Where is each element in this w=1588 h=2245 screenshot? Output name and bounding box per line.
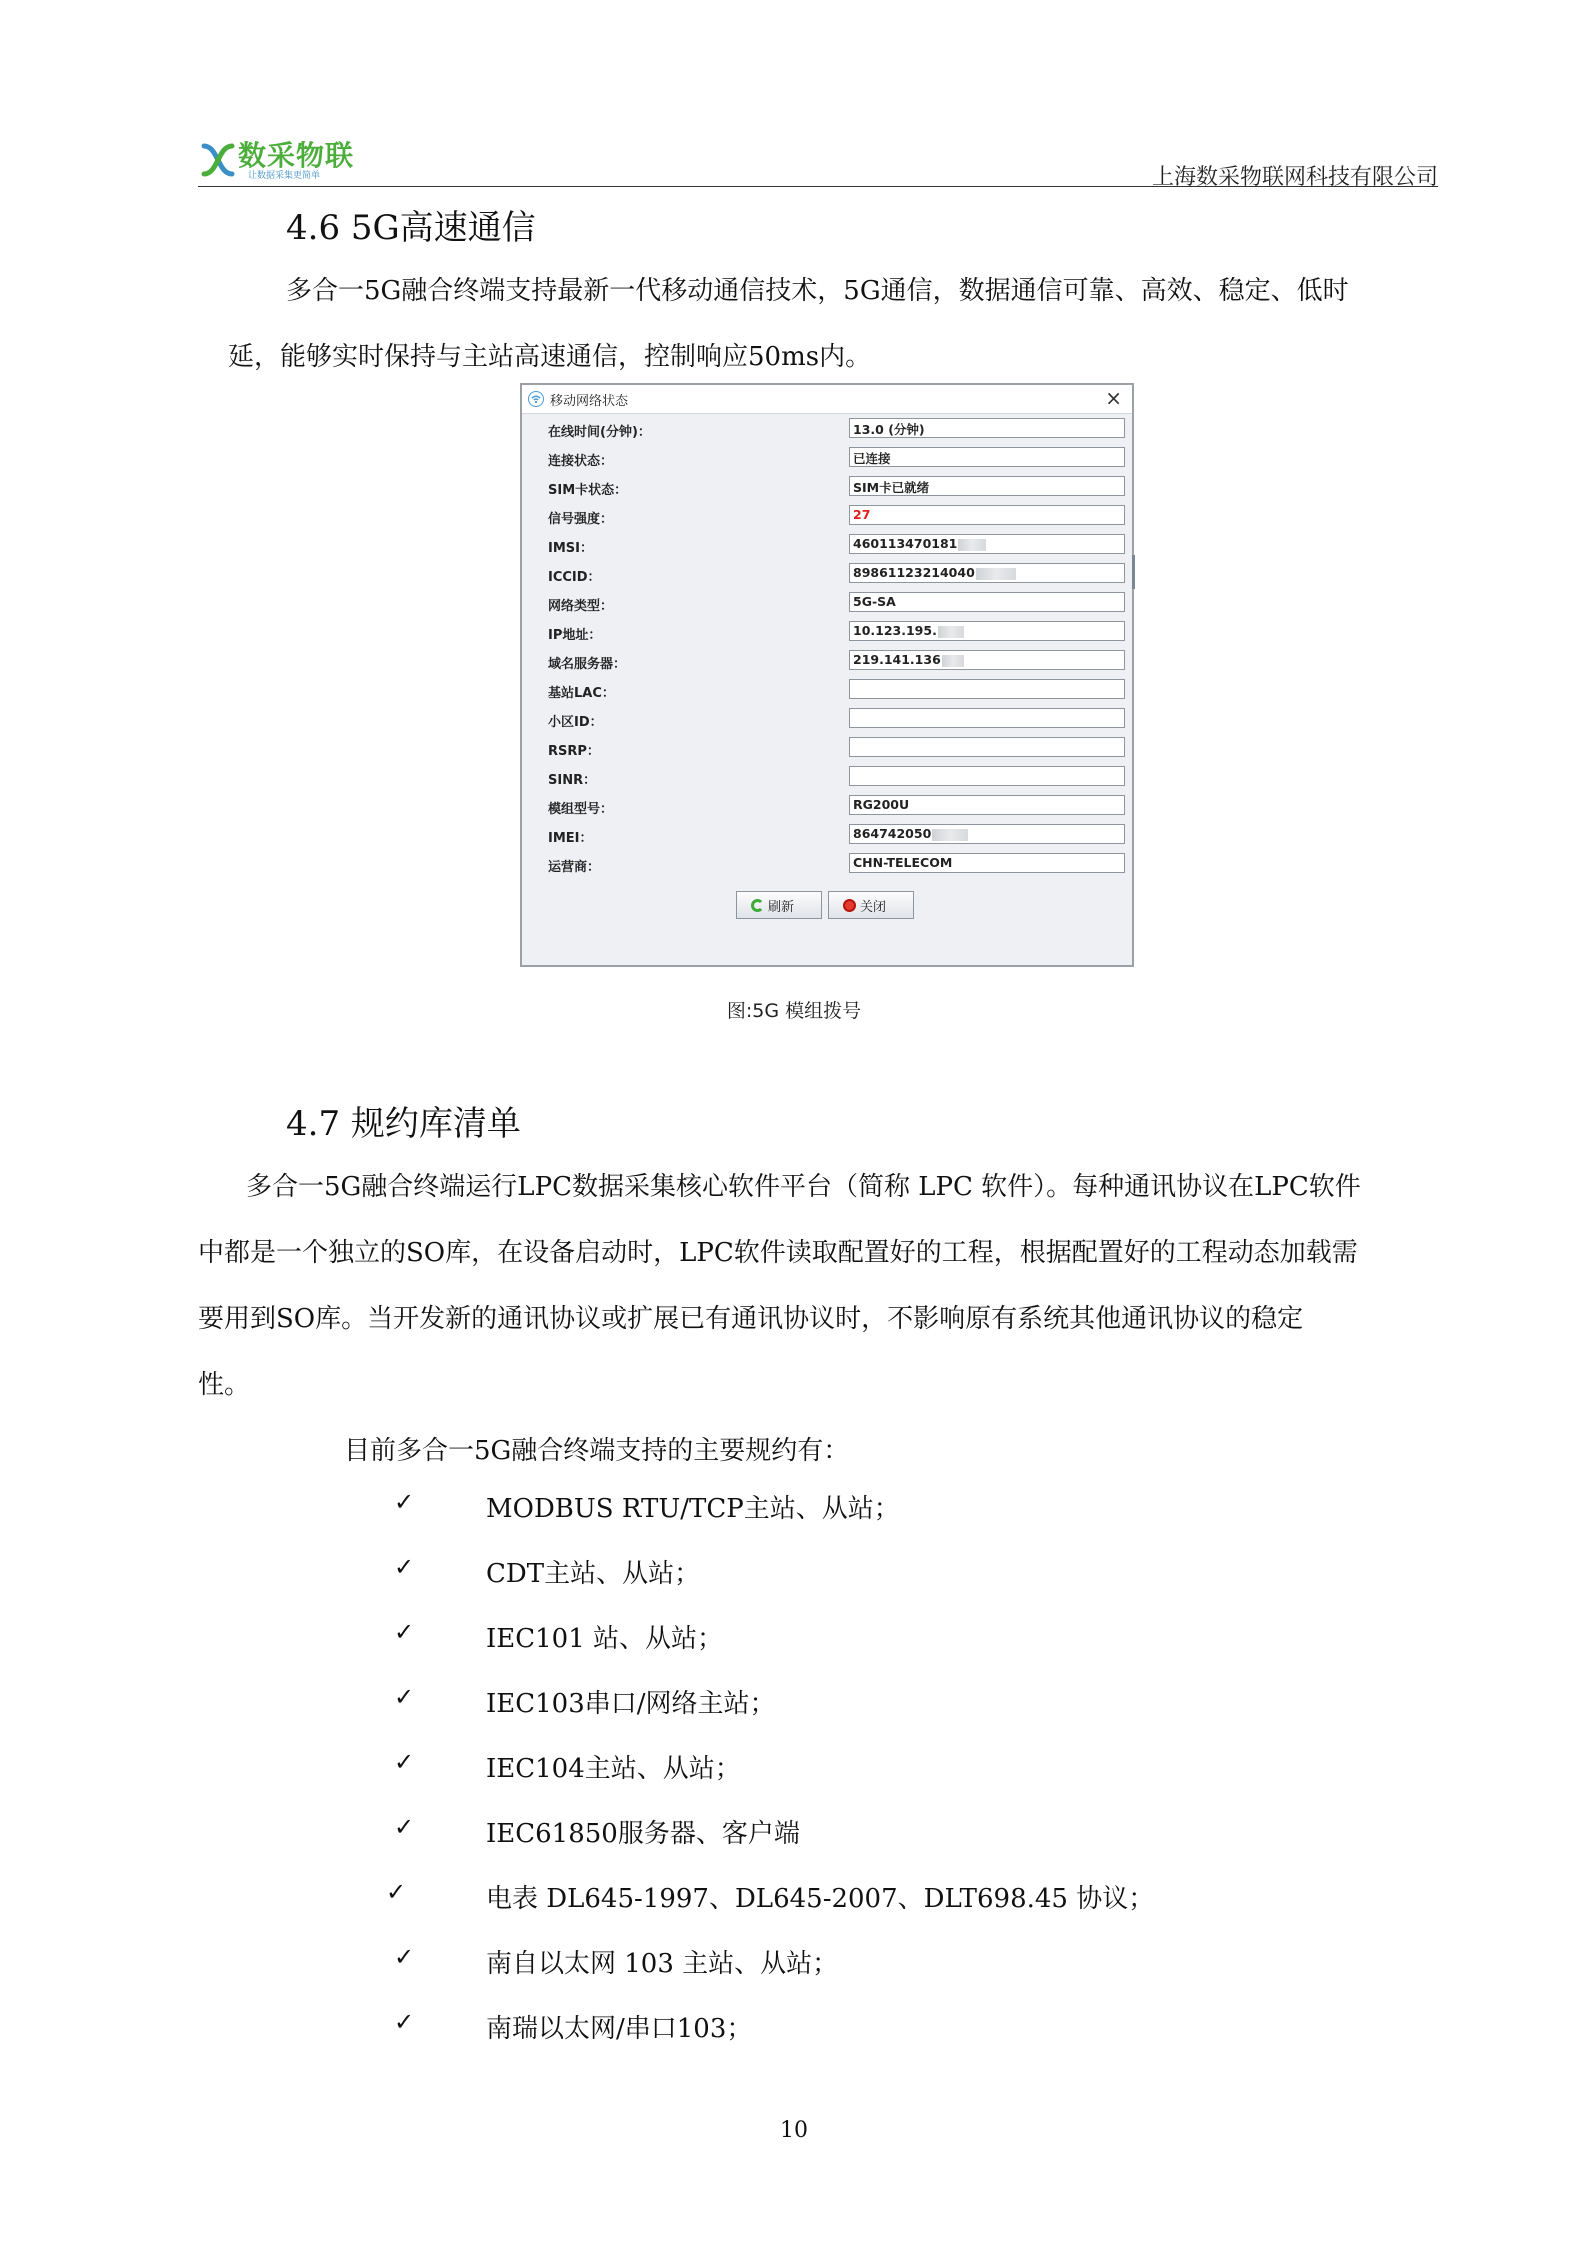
online-time-label: 在线时间(分钟)： — [548, 425, 651, 440]
page-number: 10 — [780, 2118, 808, 2143]
protocol-item: 南瑞以太网/串口103； — [486, 2014, 753, 2044]
iccid-field[interactable] — [849, 563, 1125, 583]
protocol-item: 南自以太网 103 主站、从站； — [486, 1949, 839, 1979]
logo-text: 数采物联 — [238, 139, 355, 172]
redaction-blur — [942, 655, 964, 667]
row-imei — [546, 821, 1118, 850]
row-dns-server — [546, 647, 1118, 676]
ip-address-value: 10.123.195. — [853, 623, 937, 638]
carrier-label: 运营商： — [548, 860, 601, 875]
sim-status-label: SIM卡状态： — [548, 483, 628, 498]
row-ip-address — [546, 618, 1118, 647]
window-edge-marker — [1132, 555, 1135, 589]
redaction-blur — [932, 829, 968, 841]
section-46-para-line1: 多合一5G融合终端支持最新一代移动通信技术，5G通信，数据通信可靠、高效、稳定、低时 — [286, 276, 1349, 306]
sinr-field[interactable] — [849, 766, 1125, 786]
network-type-label: 网络类型： — [548, 599, 614, 614]
refresh-button[interactable] — [736, 891, 822, 919]
section-47-heading: 4.7 规约库清单 — [286, 1104, 521, 1144]
protocol-item: IEC61850服务器、客户端 — [486, 1819, 800, 1849]
checkmark-icon: ✓ — [394, 1943, 415, 1971]
header-divider — [198, 186, 1438, 187]
connection-status-field[interactable]: 已连接 — [849, 447, 1125, 467]
section-46-heading: 4.6 5G高速通信 — [286, 208, 536, 248]
protocol-item: IEC103串口/网络主站； — [486, 1689, 776, 1719]
redaction-blur — [958, 539, 986, 551]
row-base-station-lac — [546, 676, 1118, 705]
logo-tagline: 让数据采集更简单 — [248, 171, 321, 181]
rsrp-field[interactable] — [849, 737, 1125, 757]
protocol-item: 电表 DL645-1997、DL645-2007、DLT698.45 协议； — [486, 1884, 1155, 1914]
figure-caption: 图:5G 模组拨号 — [726, 1000, 862, 1022]
row-carrier — [546, 850, 1118, 879]
section-47-para-line2: 中都是一个独立的SO库，在设备启动时，LPC软件读取配置好的工程，根据配置好的工程动态加载需 — [198, 1238, 1358, 1268]
refresh-button-label: 刷新 — [768, 899, 795, 915]
ip-address-label: IP地址： — [548, 628, 602, 643]
iccid-value: 89861123214040 — [853, 565, 975, 580]
protocol-item: IEC101 站、从站； — [486, 1624, 724, 1654]
row-cell-id — [546, 705, 1118, 734]
imsi-label: IMSI： — [548, 541, 593, 556]
protocol-item: IEC104主站、从站； — [486, 1754, 741, 1784]
iccid-label: ICCID： — [548, 570, 601, 585]
row-sim-status — [546, 473, 1118, 502]
section-47-para-line1: 多合一5G融合终端运行LPC数据采集核心软件平台（简称 LPC 软件）。每种通讯协议在LPC软件 — [246, 1172, 1361, 1202]
module-model-label: 模组型号： — [548, 802, 614, 817]
protocols-intro: 目前多合一5G融合终端支持的主要规约有： — [344, 1436, 850, 1466]
company-name: 上海数采物联网科技有限公司 — [1151, 165, 1438, 190]
close-button-icon — [843, 899, 856, 912]
row-network-type — [546, 589, 1118, 618]
checkmark-icon: ✓ — [394, 1488, 415, 1516]
close-icon[interactable]: × — [1105, 386, 1122, 410]
dns-server-field[interactable] — [849, 650, 1125, 670]
section-47-para-line3: 要用到SO库。当开发新的通讯协议或扩展已有通讯协议时，不影响原有系统其他通讯协议的稳定 — [198, 1304, 1304, 1334]
protocol-item: CDT主站、从站； — [486, 1559, 701, 1589]
dialog-title-bar — [522, 385, 1132, 414]
imei-value: 864742050 — [853, 826, 932, 841]
row-signal-strength — [546, 502, 1118, 531]
checkmark-icon: ✓ — [394, 1553, 415, 1581]
imsi-field[interactable] — [849, 534, 1125, 554]
imsi-value: 460113470181 — [853, 536, 958, 551]
checkmark-icon: ✓ — [394, 1618, 415, 1646]
checkmark-icon: ✓ — [394, 1683, 415, 1711]
cell-id-label: 小区ID： — [548, 715, 603, 730]
checkmark-icon: ✓ — [394, 1813, 415, 1841]
section-46-para-line2: 延，能够实时保持与主站高速通信，控制响应50ms内。 — [228, 342, 872, 372]
base-station-lac-field[interactable] — [849, 679, 1125, 699]
mobile-network-status-dialog — [520, 383, 1134, 967]
row-sinr — [546, 763, 1118, 792]
row-online-time — [546, 415, 1118, 444]
signal-strength-label: 信号强度： — [548, 512, 614, 527]
online-time-field[interactable]: 13.0 (分钟) — [849, 418, 1125, 438]
row-rsrp — [546, 734, 1118, 763]
dns-server-value: 219.141.136 — [853, 652, 941, 667]
wifi-icon — [528, 391, 544, 407]
connection-status-label: 连接状态： — [548, 454, 614, 469]
redaction-blur — [976, 568, 1016, 580]
company-logo-icon — [198, 136, 238, 184]
module-model-field[interactable]: RG200U — [849, 795, 1125, 815]
sinr-label: SINR： — [548, 773, 597, 788]
section-47-para-line4: 性。 — [198, 1370, 251, 1400]
close-button-label: 关闭 — [860, 899, 887, 915]
imei-field[interactable] — [849, 824, 1125, 844]
dns-server-label: 域名服务器： — [548, 657, 627, 672]
close-button[interactable] — [828, 891, 914, 919]
row-connection-status — [546, 444, 1118, 473]
row-module-model — [546, 792, 1118, 821]
network-type-field[interactable]: 5G-SA — [849, 592, 1125, 612]
refresh-icon — [751, 899, 764, 912]
protocol-item: MODBUS RTU/TCP主站、从站； — [486, 1494, 900, 1524]
checkmark-icon: ✓ — [386, 1878, 407, 1906]
base-station-lac-label: 基站LAC： — [548, 686, 615, 701]
imei-label: IMEI： — [548, 831, 593, 846]
checkmark-icon: ✓ — [394, 2008, 415, 2036]
signal-strength-field[interactable]: 27 — [849, 505, 1125, 525]
ip-address-field[interactable] — [849, 621, 1125, 641]
redaction-blur — [938, 626, 964, 638]
row-iccid — [546, 560, 1118, 589]
dialog-title: 移动网络状态 — [550, 394, 629, 409]
carrier-field[interactable]: CHN-TELECOM — [849, 853, 1125, 873]
cell-id-field[interactable] — [849, 708, 1125, 728]
sim-status-field[interactable]: SIM卡已就绪 — [849, 476, 1125, 496]
rsrp-label: RSRP： — [548, 744, 600, 759]
checkmark-icon: ✓ — [394, 1748, 415, 1776]
row-imsi — [546, 531, 1118, 560]
